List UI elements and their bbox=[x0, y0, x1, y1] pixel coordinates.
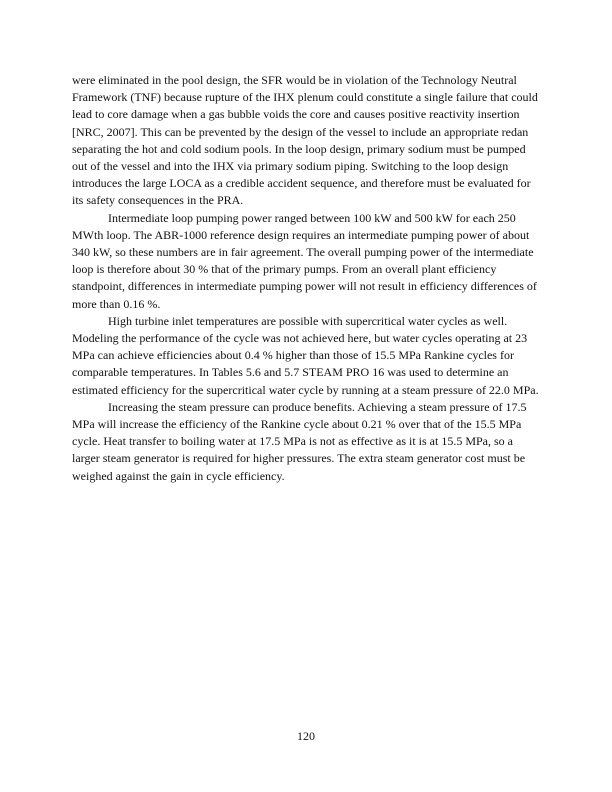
text-line: 340 kW, so these numbers are in fair agreement. The overall pumping power of the intermediate bbox=[72, 245, 534, 260]
body-text bbox=[72, 72, 552, 485]
text-line: larger steam generator is required for higher pressures. The extra steam generator cost must be bbox=[72, 451, 526, 466]
paragraph bbox=[72, 72, 552, 210]
text-line: separating the hot and cold sodium pools. In the loop design, primary sodium must be pumped bbox=[72, 141, 526, 156]
text-line: cycle. Heat transfer to boiling water at 17.5 MPa is not as effective as it is at 15.5 MPa, so a bbox=[72, 434, 513, 449]
text-line: introduces the large LOCA as a credible accident sequence, and therefore must be evaluated for bbox=[72, 176, 531, 191]
text-line: MWth loop. The ABR-1000 reference design requires an intermediate pumping power of about bbox=[72, 227, 530, 242]
text-line: more than 0.16 %. bbox=[72, 296, 161, 311]
text-line: lead to core damage when a gas bubble voids the core and causes positive reactivity insertion bbox=[72, 107, 520, 122]
text-line: comparable temperatures. In Tables 5.6 and 5.7 STEAM PRO 16 was used to determine an bbox=[72, 365, 509, 380]
text-line: High turbine inlet temperatures are possible with supercritical water cycles as well. bbox=[108, 313, 508, 328]
paragraph bbox=[72, 399, 552, 485]
text-line: [NRC, 2007]. This can be prevented by the design of the vessel to include an appropriate redan bbox=[72, 124, 529, 139]
text-line: Intermediate loop pumping power ranged between 100 kW and 500 kW for each 250 bbox=[108, 210, 516, 225]
text-line: Modeling the performance of the cycle was not achieved here, but water cycles operating at 23 bbox=[72, 331, 528, 346]
text-line: MPa will increase the efficiency of the Rankine cycle about 0.21 % over that of the 15.5 MPa bbox=[72, 417, 522, 432]
paragraph bbox=[72, 210, 552, 313]
text-line: loop is therefore about 30 % that of the primary pumps. From an overall plant efficiency bbox=[72, 262, 497, 277]
text-line: its safety consequences in the PRA. bbox=[72, 193, 244, 208]
text-line: Increasing the steam pressure can produce benefits. Achieving a steam pressure of 17.5 bbox=[108, 399, 527, 414]
page-number: 120 bbox=[297, 729, 315, 743]
paragraph bbox=[72, 313, 552, 399]
text-line: were eliminated in the pool design, the SFR would be in violation of the Technology Neutral bbox=[72, 73, 517, 87]
text-line: out of the vessel and into the IHX via primary sodium piping. Switching to the loop design bbox=[72, 159, 509, 174]
text-line: Framework (TNF) because rupture of the IHX plenum could constitute a single failure that could bbox=[72, 90, 538, 105]
text-line: standpoint, differences in intermediate pumping power will not result in efficiency differences of bbox=[72, 279, 537, 294]
text-line: MPa can achieve efficiencies about 0.4 % higher than those of 15.5 MPa Rankine cycles for bbox=[72, 348, 514, 363]
text-line: weighed against the gain in cycle efficiency. bbox=[72, 468, 285, 483]
text-line: estimated efficiency for the supercritical water cycle by running at a steam pressure of 22.0 MPa. bbox=[72, 382, 539, 397]
